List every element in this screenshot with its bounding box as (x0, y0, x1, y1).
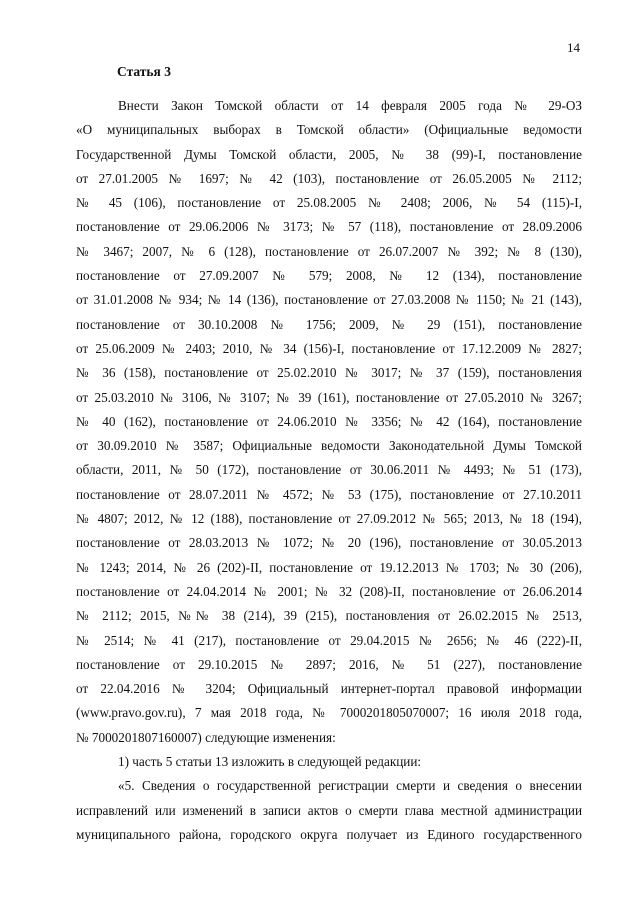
text-line: № 4807; 2012, № 12 (188), постановление от 27.09.2012 № 565; 2013, № 18 (194), (76, 511, 582, 527)
text-line: от 22.04.2016 № 3204; Официальный интернет-портал правовой информации (76, 681, 582, 697)
text-line: постановление от 28.03.2013 № 1072; № 20 (196), постановление от 30.05.2013 (76, 535, 582, 551)
text-line: от 27.01.2005 № 1697; № 42 (103), постановление от 26.05.2005 № 2112; (76, 170, 582, 186)
paragraph-quoted-text (76, 774, 582, 847)
text-line: Государственной Думы Томской области, 2005, № 38 (99)-I, постановление (76, 146, 582, 162)
text-line: постановление от 30.10.2008 № 1756; 2009, № 29 (151), постановление (76, 316, 582, 332)
text-line: (www.pravo.gov.ru), 7 мая 2018 года, № 7000201805070007; 16 июля 2018 года, (76, 705, 582, 721)
document-body (76, 94, 582, 847)
paragraph-amendment-intro (76, 94, 582, 750)
text-line: исправлений или изменений в записи актов о смерти глава местной администрации (76, 802, 582, 818)
text-line: от 30.09.2010 № 3587; Официальные ведомости Законодательной Думы Томской (76, 438, 582, 454)
text-line: муниципального района, городского округа получает из Единого государственного (76, 826, 582, 842)
text-line: № 7000201807160007) следующие изменения: (76, 729, 336, 745)
text-line: «5. Сведения о государственной регистрации смерти и сведения о внесении (118, 778, 582, 794)
text-line: № 2514; № 41 (217), постановление от 29.04.2015 № 2656; № 46 (222)-II, (76, 632, 582, 648)
text-line: постановление от 24.04.2014 № 2001; № 32 (208)-II, постановление от 26.06.2014 (76, 583, 582, 599)
page-number: 14 (567, 40, 580, 55)
text-line: № 1243; 2014, № 26 (202)-II, постановление от 19.12.2013 № 1703; № 30 (206), (76, 559, 582, 575)
text-line: постановление от 27.09.2007 № 579; 2008, № 12 (134), постановление (76, 268, 582, 284)
text-line: области, 2011, № 50 (172), постановление от 30.06.2011 № 4493; № 51 (173), (76, 462, 582, 478)
text-line: № 36 (158), постановление от 25.02.2010 № 3017; № 37 (159), постановления (76, 365, 582, 381)
text-line: № 45 (106), постановление от 25.08.2005 № 2408; 2006, № 54 (115)-I, (76, 195, 582, 211)
text-line: постановление от 28.07.2011 № 4572; № 53 (175), постановление от 27.10.2011 (76, 486, 582, 502)
text-line: постановление от 29.06.2006 № 3173; № 57 (118), постановление от 28.09.2006 (76, 219, 582, 235)
text-line: «О муниципальных выборах в Томской области» (Официальные ведомости (76, 122, 582, 138)
text-line: постановление от 29.10.2015 № 2897; 2016, № 51 (227), постановление (76, 656, 582, 672)
text-line: 1) часть 5 статьи 13 изложить в следующей редакции: (118, 754, 422, 770)
text-line: Внести Закон Томской области от 14 февраля 2005 года № 29-ОЗ (118, 98, 582, 113)
text-line: от 25.03.2010 № 3106, № 3107; № 39 (161), постановление от 27.05.2010 № 3267; (76, 389, 582, 405)
text-line: № 3467; 2007, № 6 (128), постановление от 26.07.2007 № 392; № 8 (130), (76, 243, 582, 259)
text-line: от 31.01.2008 № 934; № 14 (136), постановление от 27.03.2008 № 1150; № 21 (143), (76, 292, 582, 308)
text-line: № 40 (162), постановление от 24.06.2010 № 3356; № 42 (164), постановление (76, 413, 582, 429)
paragraph-item-1 (76, 750, 582, 774)
text-line: № 2112; 2015, №№ 38 (214), 39 (215), постановления от 26.02.2015 № 2513, (76, 608, 582, 624)
article-heading: Статья 3 (117, 64, 171, 79)
text-line: от 25.06.2009 № 2403; 2010, № 34 (156)-I, постановление от 17.12.2009 № 2827; (76, 340, 582, 356)
